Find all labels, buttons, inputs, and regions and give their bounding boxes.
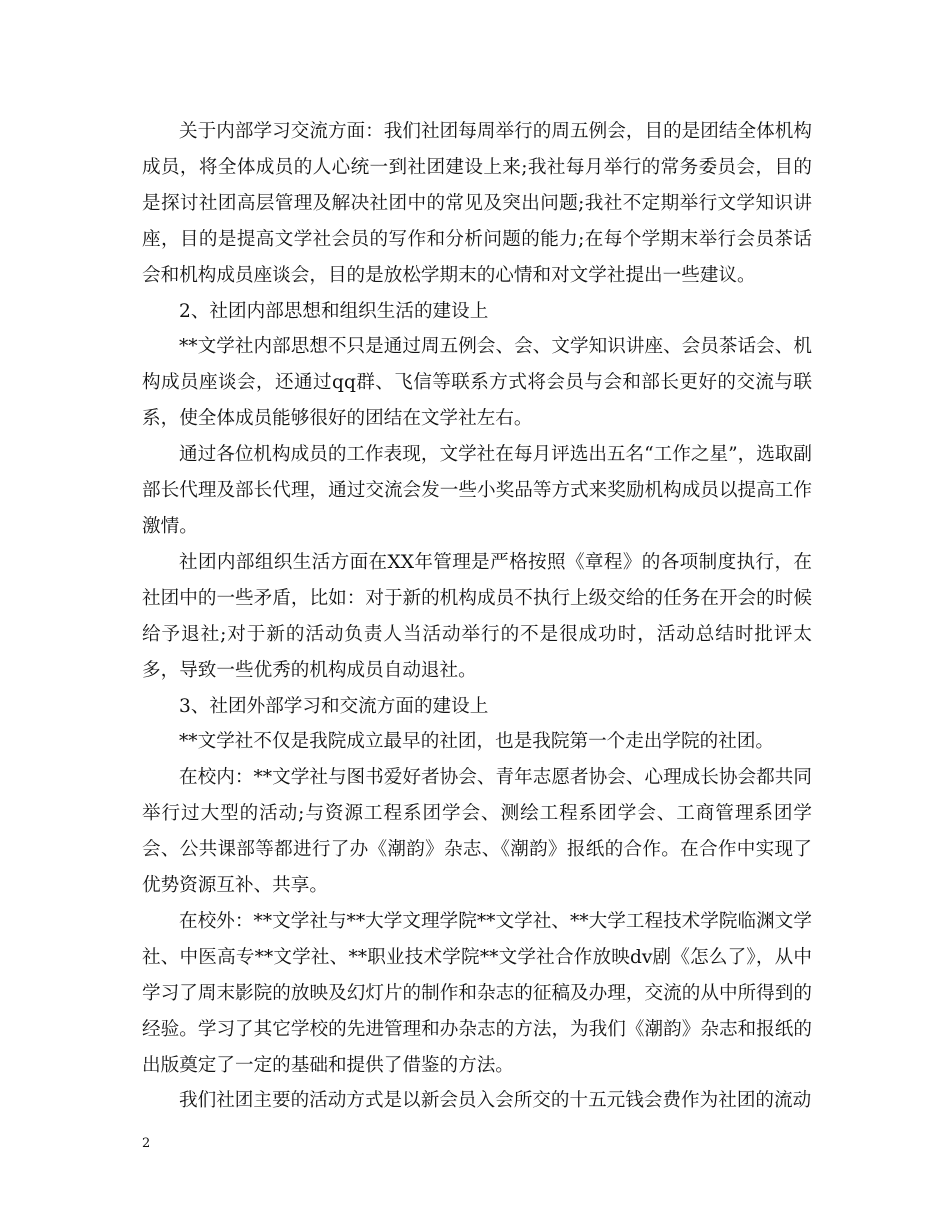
section-heading-internal-life: 2、社团内部思想和组织生活的建设上 <box>179 300 489 322</box>
paragraph-on-campus: 在校内：**文学社与图书爱好者协会、青年志愿者协会、心理成长协会都共同举行过大型的活动;与资源工程系团学会、测绘工程系团学会、工商管理系团学会、公共课部等都进行了办《潮韵》杂志、《潮韵》报纸的合作。在合作中实现了优势资源互补、共享。 <box>142 767 812 897</box>
page-number: 2 <box>142 1136 151 1151</box>
paragraph-internal-thought: **文学社内部思想不只是通过周五例会、会、文学知识讲座、会员茶话会、机构成员座谈会，还通过qq群、飞信等联系方式将会员与会和部长更好的交流与联系，使全体成员能够很好的团结在文学社左右。 <box>142 336 812 430</box>
paragraph-activity-funding: 我们社团主要的活动方式是以新会员入会所交的十五元钱会费作为社团的流动 <box>179 1090 812 1112</box>
section-heading-external-exchange: 3、社团外部学习和交流方面的建设上 <box>179 695 489 717</box>
paragraph-organization-life: 社团内部组织生活方面在XX年管理是严格按照《章程》的各项制度执行，在社团中的一些矛盾，比如：对于新的机构成员不执行上级交给的任务在开会的时候给予退社;对于新的活动负责人当活动举行的不是很成功时，活动总结时批评太多，导致一些优秀的机构成员自动退社。 <box>142 551 812 681</box>
paragraph-work-star: 通过各位机构成员的工作表现，文学社在每月评选出五名“工作之星”，选取副部长代理及部长代理，通过交流会发一些小奖品等方式来奖励机构成员以提高工作激情。 <box>142 444 812 537</box>
paragraph-earliest-society: **文学社不仅是我院成立最早的社团，也是我院第一个走出学院的社团。 <box>179 731 775 753</box>
document-body <box>142 114 812 1119</box>
paragraph-internal-study: 关于内部学习交流方面：我们社团每周举行的周五例会，目的是团结全体机构成员，将全体成员的人心统一到社团建设上来;我社每月举行的常务委员会，目的是探讨社团高层管理及解决社团中的常见及突出问题;我社不定期举行文学知识讲座，目的是提高文学社会员的写作和分析问题的能力;在每个学期末举行会员茶话会和机构成员座谈会，目的是放松学期末的心情和对文学社提出一些建议。 <box>142 121 812 286</box>
paragraph-off-campus: 在校外：**文学社与**大学文理学院**文学社、**大学工程技术学院临渊文学社、中医高专**文学社、**职业技术学院**文学社合作放映dv剧《怎么了》，从中学习了周末影院的放映及幻灯片的制作和杂志的征稿及办理，交流的从中所得到的经验。学习了其它学校的先进管理和办杂志的方法，为我们《潮韵》杂志和报纸的出版奠定了一定的基础和提供了借鉴的方法。 <box>142 910 812 1076</box>
